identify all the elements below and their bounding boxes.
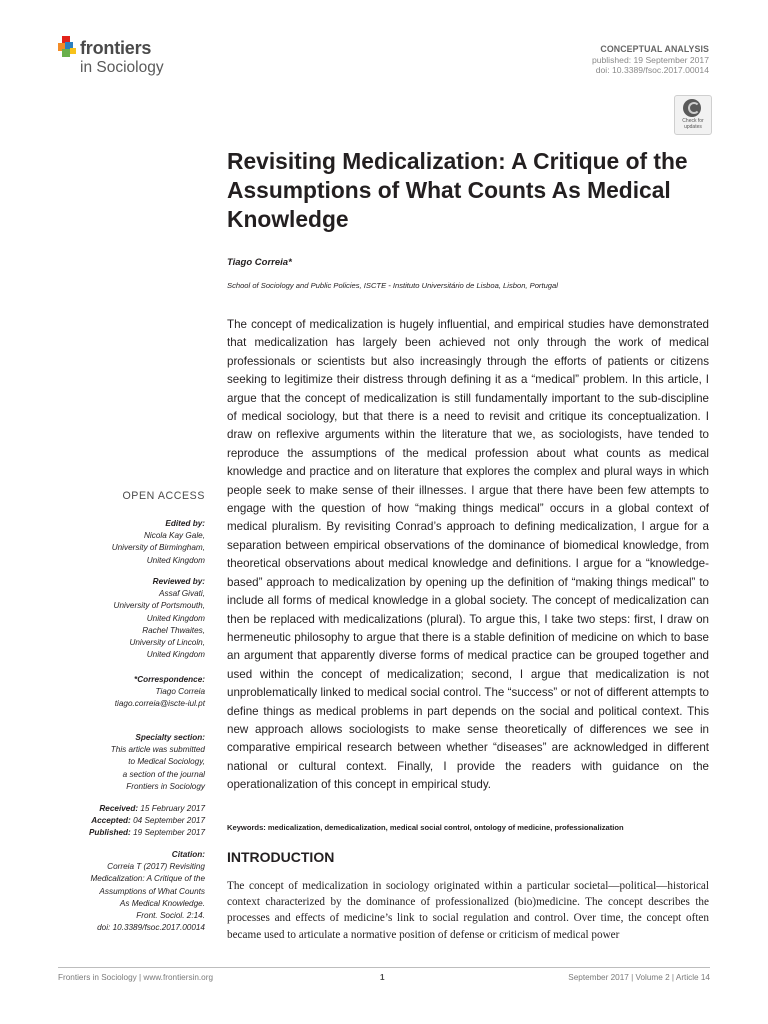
brand-name: frontiers bbox=[80, 38, 152, 58]
frontiers-logo-icon bbox=[58, 36, 80, 58]
article-meta bbox=[592, 44, 709, 76]
doi: doi: 10.3389/fsoc.2017.00014 bbox=[595, 65, 709, 75]
specialty-section-block bbox=[111, 732, 205, 793]
section-heading-introduction: INTRODUCTION bbox=[227, 849, 335, 865]
reviewed-by-block bbox=[114, 576, 205, 661]
correspondence-email[interactable]: tiago.correia@iscte-iul.pt bbox=[114, 699, 205, 709]
reviewer-line: United Kingdom bbox=[146, 650, 205, 660]
citation-line: Front. Sociol. 2:14. bbox=[136, 911, 205, 921]
specialty-label: Specialty section: bbox=[135, 733, 205, 742]
check-for-updates-button[interactable] bbox=[674, 95, 712, 135]
dates-block bbox=[89, 803, 205, 840]
accepted-label: Accepted: bbox=[91, 816, 131, 826]
citation-block bbox=[90, 849, 205, 934]
article-title: Revisiting Medicalization: A Critique of the Assumptions of What Counts As Medical Knowledge bbox=[227, 148, 688, 232]
open-access-label: OPEN ACCESS bbox=[122, 490, 205, 502]
introduction-text: The concept of medicalization in sociology originated within a particular societal—political—historical context characterized by the dominance of professionalized (bio)medicine. The concept describes the processes and effects of medicine’s link to social regulation and control. Over time, the concept often became used to articulate a normative position of defense or criticism of medical power bbox=[227, 880, 709, 941]
specialty-line: a section of the journal bbox=[122, 769, 205, 779]
published-label: Published: bbox=[88, 828, 131, 838]
accepted-date: 04 September 2017 bbox=[133, 816, 205, 826]
footer-divider bbox=[58, 967, 710, 968]
specialty-line: This article was submitted bbox=[110, 745, 205, 755]
citation-line: Medicalization: A Critique of the bbox=[90, 874, 205, 884]
reviewer-line: University of Portsmouth, bbox=[113, 601, 205, 611]
editor-line: Nicola Kay Gale, bbox=[144, 531, 205, 541]
reviewer-line: United Kingdom bbox=[146, 613, 205, 623]
author-name: Tiago Correia* bbox=[227, 257, 292, 268]
reviewer-line: Rachel Thwaites, bbox=[142, 625, 205, 635]
specialty-line: to Medical Sociology, bbox=[128, 757, 205, 767]
citation-line: Assumptions of What Counts bbox=[99, 886, 205, 896]
published-side-date: 19 September 2017 bbox=[133, 828, 205, 838]
check-updates-label: Check for updates bbox=[682, 118, 704, 130]
editor-line: University of Birmingham, bbox=[111, 543, 205, 553]
received-label: Received: bbox=[99, 804, 139, 813]
footer-journal[interactable]: Frontiers in Sociology | www.frontiersin.org bbox=[58, 973, 214, 982]
reviewer-line: University of Lincoln, bbox=[129, 638, 205, 648]
editor-line: United Kingdom bbox=[146, 555, 205, 565]
specialty-line: Frontiers in Sociology bbox=[126, 781, 205, 791]
reviewer-line: Assaf Givati, bbox=[159, 589, 205, 599]
citation-label: Citation: bbox=[171, 850, 205, 859]
article-type: CONCEPTUAL ANALYSIS bbox=[600, 44, 709, 54]
footer-issue: September 2017 | Volume 2 | Article 14 bbox=[568, 973, 710, 982]
received-date: 15 February 2017 bbox=[140, 804, 205, 813]
citation-line: Correia T (2017) Revisiting bbox=[107, 862, 205, 872]
keywords: Keywords: medicalization, demedicalization, medical social control, ontology of medicine, professionalization bbox=[227, 823, 624, 832]
edited-by-label: Edited by: bbox=[165, 519, 205, 528]
journal-name: in Sociology bbox=[80, 59, 164, 76]
citation-line: As Medical Knowledge. bbox=[119, 898, 205, 908]
abstract: The concept of medicalization is hugely influential, and empirical studies have demonstrated that medicalization has largely been achieved not only through the work of medical professionals or scientists but also increasingly through the efforts of patients or citizens seeking to legitimize their distress through defining it as a “medical” problem. In this article, I argue that the concept of medicalization is still fundamentally important to the sub-discipline of medical sociology, but that there is a need to revisit and critique its conceptualization. I draw on reflexive arguments within the literature that we, as sociologists, have tended to reproduce the assumptions of the medical profession about what counts as medical knowledge and practice and on literature that explores the complex and plural ways in which people seek to make sense of their illnesses. I argue that there have been few attempts to engage with the question of how “making things medical” occurs in a global context of medical pluralism. By revisiting Conrad’s approach to defining medicalization, I argue for a separation between empirical observations of the dominance of biomedical knowledge, from theoretical observations about medical knowledge and definitions. I argue for a “knowledge-based” approach to medicalization by opening up the definition of “making things medical” to include all forms of medical knowledge in a global society. The concept of medicalization can then be replaced with medicalizations (plural). To argue this, I take two steps: first, I draw on hermeneutic philosophy to argue that there is a stable definition of medicine on which to base an argument that apparently diverse forms of medical practice can be grouped together and used within the concept of medicalization; second, I argue that medicalization is not unproblematically linked to medical social control. The “success” or not of different attempts to define things as medical problems in part depends on the social and political context. This new approach allows sociologists to make sense theoretically of differences we see in comparative empirical research between whether “diseases” are acknowledged in different national or cultural context. Finally, I provide the readers with guidance on the operationalization of this concept in empirical study. bbox=[227, 318, 709, 792]
journal-logo bbox=[58, 36, 198, 84]
reviewed-by-label: Reviewed by: bbox=[152, 577, 205, 586]
correspondence-label: *Correspondence: bbox=[134, 675, 205, 684]
page-number: 1 bbox=[380, 973, 385, 982]
check-updates-icon bbox=[683, 99, 701, 117]
citation-doi[interactable]: doi: 10.3389/fsoc.2017.00014 bbox=[97, 923, 205, 933]
correspondence-name: Tiago Correia bbox=[155, 687, 205, 697]
correspondence-block bbox=[115, 674, 205, 711]
edited-by-block bbox=[112, 518, 205, 567]
published-date: published: 19 September 2017 bbox=[591, 54, 709, 65]
author-affiliation: School of Sociology and Public Policies, ISCTE - Instituto Universitário de Lisboa, Lisbon, Portugal bbox=[227, 281, 558, 290]
